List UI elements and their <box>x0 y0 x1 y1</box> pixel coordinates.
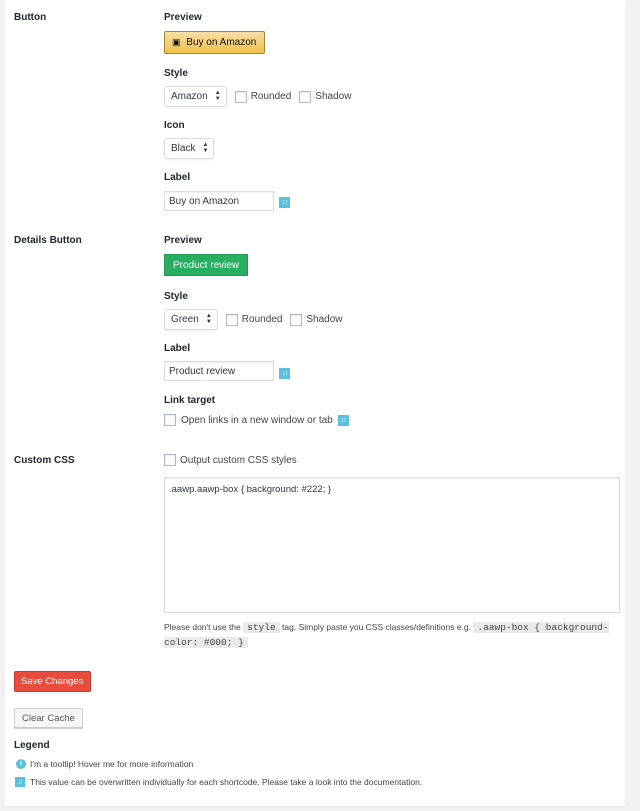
save-changes-button[interactable]: Save Changes <box>14 671 91 692</box>
details-shadow-label: Shadow <box>306 314 343 325</box>
details-label-label: Label <box>164 343 191 354</box>
settings-panel <box>5 0 625 806</box>
button-label-input[interactable]: Buy on Amazon <box>164 191 274 211</box>
new-window-label: Open links in a new window or tab <box>181 414 333 426</box>
button-style-select[interactable]: Amazon ▲ ▼ <box>164 86 227 107</box>
button-rounded-checkbox[interactable] <box>235 91 247 103</box>
button-label-label: Label <box>164 172 191 183</box>
select-arrows-icon: ▲ ▼ <box>202 142 209 154</box>
overwrite-icon: ↓↑ <box>15 777 25 787</box>
legend-tooltip-text: I'm a tooltip! Hover me for more information <box>30 759 194 769</box>
section-custom-css-label: Custom CSS <box>14 455 75 466</box>
legend-title: Legend <box>14 740 50 751</box>
section-button-label: Button <box>14 12 47 23</box>
button-icon-label: Icon <box>164 120 185 131</box>
custom-css-textarea[interactable]: .aawp.aawp-box { background: #222; } <box>164 477 620 613</box>
details-rounded-checkbox[interactable] <box>226 314 238 326</box>
details-shadow-checkbox[interactable] <box>290 314 302 326</box>
details-preview-label: Preview <box>164 235 202 246</box>
button-preview-label: Preview <box>164 12 202 23</box>
button-style-label: Style <box>164 68 188 79</box>
output-css-checkbox[interactable] <box>164 454 176 466</box>
legend-overwrite-text: This value can be overwritten individually for each shortcode. Please take a look into the documentation. <box>30 777 423 787</box>
output-css-label: Output custom CSS styles <box>180 454 297 466</box>
amazon-preview-button[interactable]: ▣ Buy on Amazon <box>164 31 265 54</box>
details-style-select[interactable]: Green ▲ ▼ <box>164 309 218 330</box>
link-target-label: Link target <box>164 395 216 406</box>
details-label-input[interactable]: Product review <box>164 361 274 381</box>
button-icon-select[interactable]: Black ▲ ▼ <box>164 138 214 159</box>
select-arrows-icon: ▲ ▼ <box>214 90 221 102</box>
custom-css-help: Please don't use the style tag. Simply paste you CSS classes/definitions e.g. .aawp-box { background-color: #000; } <box>164 622 609 648</box>
overwrite-icon[interactable]: ↓↑ <box>279 368 290 379</box>
overwrite-icon[interactable]: ↓↑ <box>279 197 290 208</box>
details-style-label: Style <box>164 291 188 302</box>
select-arrows-icon: ▲ ▼ <box>205 313 212 325</box>
cart-icon: ▣ <box>172 37 181 47</box>
details-rounded-label: Rounded <box>241 314 283 325</box>
product-review-preview-button[interactable]: Product review <box>164 254 248 276</box>
overwrite-icon[interactable]: ↓↑ <box>338 415 349 426</box>
section-details-label: Details Button <box>14 235 82 246</box>
button-shadow-label: Shadow <box>315 91 352 102</box>
button-rounded-label: Rounded <box>250 91 292 102</box>
new-window-checkbox[interactable] <box>164 414 176 426</box>
info-icon: i <box>16 759 26 769</box>
clear-cache-button[interactable]: Clear Cache <box>14 708 83 728</box>
button-shadow-checkbox[interactable] <box>299 91 311 103</box>
